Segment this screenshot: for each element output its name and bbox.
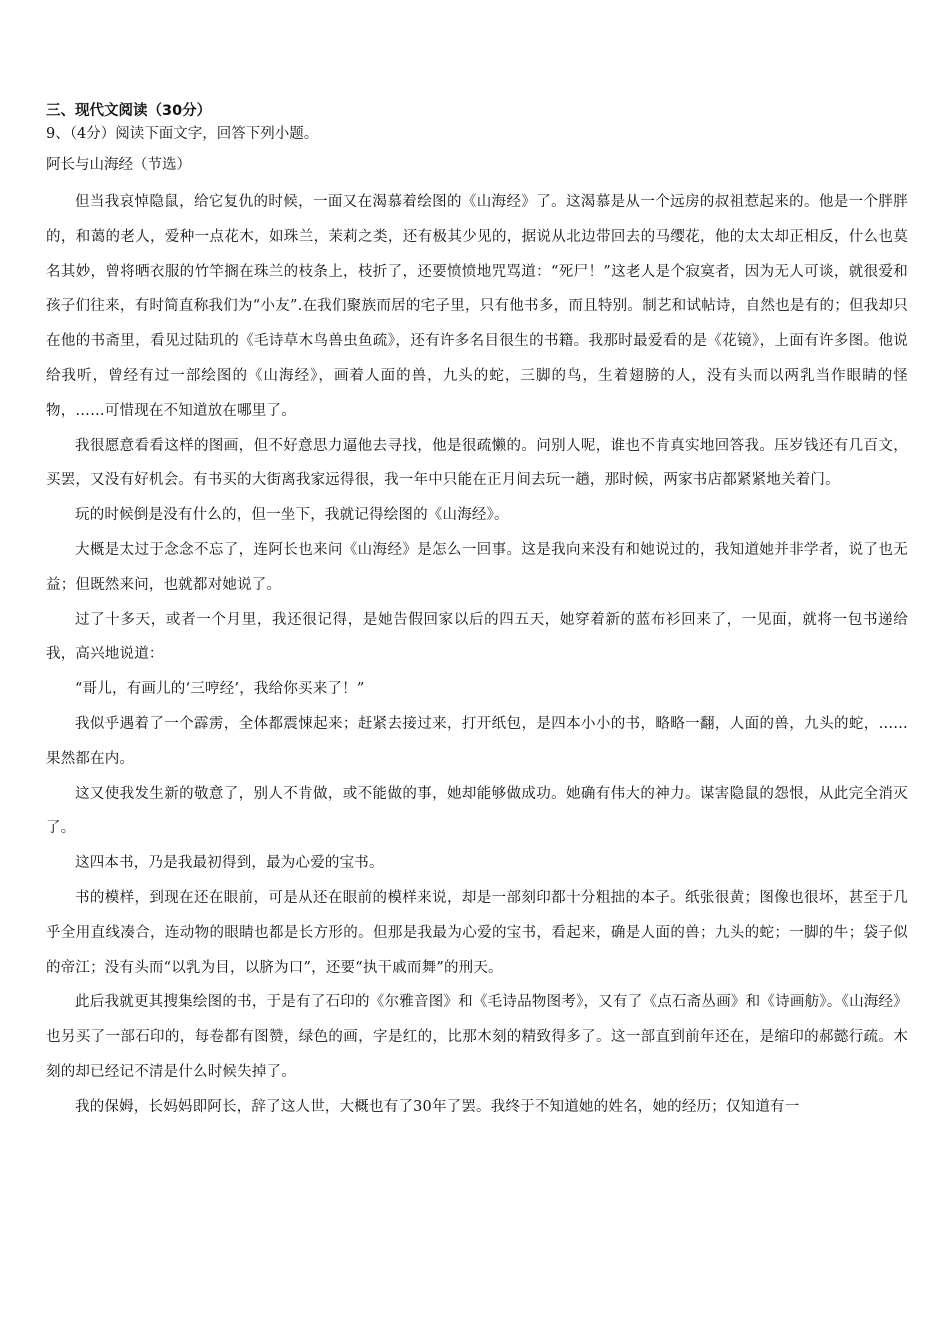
paragraph: 这又使我发生新的敬意了，别人不肯做，或不能做的事，她却能够做成功。她确有伟大的神力。谋害隐鼠的怨恨，从此完全消灭了。 xyxy=(46,785,908,837)
article-body xyxy=(46,185,908,1125)
paragraph: 但当我哀悼隐鼠，给它复仇的时候，一面又在渴慕着绘图的《山海经》了。这渴慕是从一个远房的叔祖惹起来的。他是一个胖胖的，和蔼的老人，爱种一点花木，如珠兰，茉莉之类，还有极其少见的，据说从北边带回去的马缨花，他的太太却正相反，什么也莫名其妙，曾将晒衣服的竹竿搁在珠兰的枝条上，枝折了，还要愤愤地咒骂道：“死尸！”这老人是个寂寞者，因为无人可谈，就很爱和孩子们往来，有时简直称我们为“小友”.在我们聚族而居的宅子里，只有他书多，而且特别。制艺和试帖诗，自然也是有的；但我却只在他的书斋里，看见过陆玑的《毛诗草木鸟兽虫鱼疏》，还有许多名目很生的书籍。我那时最爱看的是《花镜》，上面有许多图。他说给我听，曾经有过一部绘图的《山海经》，画着人面的兽，九头的蛇，三脚的鸟，生着翅膀的人，没有头而以两乳当作眼睛的怪物，……可惜现在不知道放在哪里了。 xyxy=(46,194,908,419)
paragraph: 大概是太过于念念不忘了，连阿长也来问《山海经》是怎么一回事。这是我向来没有和她说过的，我知道她并非学者，说了也无益；但既然来问，也就都对她说了。 xyxy=(46,541,908,593)
paragraph: 我的保姆，长妈妈即阿长，辞了这人世，大概也有了30年了罢。我终于不知道她的姓名，她的经历；仅知道有一 xyxy=(75,1098,800,1115)
paragraph: 这四本书，乃是我最初得到，最为心爱的宝书。 xyxy=(75,855,384,872)
dialogue-line: “哥儿，有画儿的‘三哼经’，我给你买来了！” xyxy=(75,681,365,698)
paragraph: 此后我就更其搜集绘图的书，于是有了石印的《尔雅音图》和《毛诗品物图考》，又有了《点石斋丛画》和《诗画舫》。《山海经》也另买了一部石印的，每卷都有图赞，绿色的画，字是红的，比那木刻的精致得多了。这一部直到前年还在，是缩印的郝懿行疏。木刻的却已经记不清是什么时候失掉了。 xyxy=(46,994,908,1080)
article-title: 阿长与山海经（节选） xyxy=(46,157,191,173)
paragraph: 书的模样，到现在还在眼前，可是从还在眼前的模样来说，却是一部刻印都十分粗拙的本子。纸张很黄；图像也很坏，甚至于几乎全用直线凑合，连动物的眼睛也都是长方形的。但那是我最为心爱的宝书，看起来，确是人面的兽；九头的蛇；一脚的牛；袋子似的帝江；没有头而“以乳为目，以脐为口”，还要“执干戚而舞”的刑天。 xyxy=(46,889,908,976)
paragraph: 玩的时候倒是没有什么的，但一坐下，我就记得绘图的《山海经》。 xyxy=(75,507,509,524)
section-heading: 三、现代文阅读（30分） xyxy=(46,103,212,119)
paragraph: 我很愿意看看这样的图画，但不好意思力逼他去寻找，他是很疏懒的。问别人呢，谁也不肯真实地回答我。压岁钱还有几百文，买罢，又没有好机会。有书买的大街离我家远得很，我一年中只能在正月间去玩一趟，那时候，两家书店都紧紧地关着门。 xyxy=(46,437,908,489)
document-page xyxy=(46,101,908,1125)
paragraph: 我似乎遇着了一个霹雳，全体都震悚起来；赶紧去接过来，打开纸包，是四本小小的书，略略一翻，人面的兽，九头的蛇，……果然都在内。 xyxy=(46,715,908,767)
question-prompt: 9、（4分）阅读下面文字，回答下列小题。 xyxy=(46,126,319,142)
paragraph: 过了十多天，或者一个月里，我还很记得，是她告假回家以后的四五天，她穿着新的蓝布衫回来了，一见面，就将一包书递给我，高兴地说道： xyxy=(46,611,908,663)
